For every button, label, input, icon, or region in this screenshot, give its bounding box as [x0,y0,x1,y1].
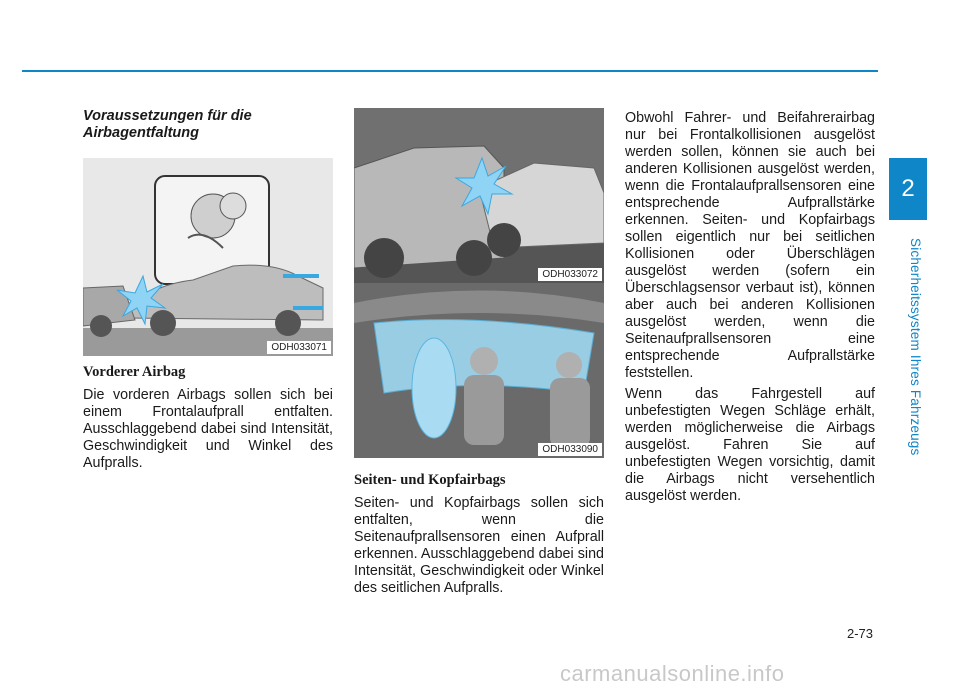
subheading-side-airbags: Seiten- und Kopfairbags [354,472,506,488]
watermark: carmanualsonline.info [560,661,785,686]
chapter-title: Sicherheitssystem Ihres Fahrzeugs [908,238,923,456]
figure-front-airbag [83,158,333,356]
top-rule [22,70,878,72]
column-3 [625,110,875,509]
figure-side-curtain-airbag [354,283,604,458]
side-collision-illustration [354,108,604,283]
figure-code: ODH033072 [538,268,602,281]
page-number: 2-73 [847,626,874,641]
column-2 [354,108,604,601]
body-front-airbag: Die vorderen Airbags sollen sich bei einem Frontalaufprall entfalten. Ausschlaggebend dabei sind Intensität, Geschwindigkeit und Winkel des Aufpralls. [83,387,333,471]
subheading-front-airbag: Vorderer Airbag [83,364,186,380]
front-collision-illustration [83,158,333,356]
section-heading: Voraussetzungen für die Airbagentfaltung [83,108,252,141]
chapter-number: 2 [901,175,915,202]
paragraph-unpaved-roads: Wenn das Fahrgestell auf unbefestigten Wegen Schläge erhält, werden möglicherweise die Airbags ausgelöst. Fahren Sie auf unbefestigten Wegen vorsichtig, damit die Airbags nicht versehentlich ausgelöst werden. [625,386,875,504]
figure-side-collision [354,108,604,283]
column-1 [83,108,333,476]
figure-code: ODH033071 [267,341,331,354]
curtain-airbag-illustration [354,283,604,458]
figure-code: ODH033090 [538,443,602,456]
paragraph-deployment-other-collisions: Obwohl Fahrer- und Beifahrerairbag nur bei Frontalkollisionen ausgelöst werden sollen, können sie auch bei anderen Kollisionen ausgelöst werden, wenn die Frontalaufprallsensoren eine entsprechende Aufprallstärke erkennen. Seiten- und Kopfairbags sollen eigentlich nur bei seitlichen Kollisionen oder Überschlägen ausgelöst werden (sofern ein Überschlagsensor verbaut ist), können aber auch bei anderen Kollisionen ausgelöst werden, wenn die Seitenaufprallsensoren eine entsprechende Aufprallstärke feststellen. [625,110,875,381]
chapter-number-tab [889,158,927,220]
body-side-airbags: Seiten- und Kopfairbags sollen sich entfalten, wenn die Seitenaufprallsensoren einen Aufprall erkennen. Ausschlaggebend dabei sind Intensität, Geschwindigkeit oder Winkel des seitlichen Aufpralls. [354,495,604,596]
